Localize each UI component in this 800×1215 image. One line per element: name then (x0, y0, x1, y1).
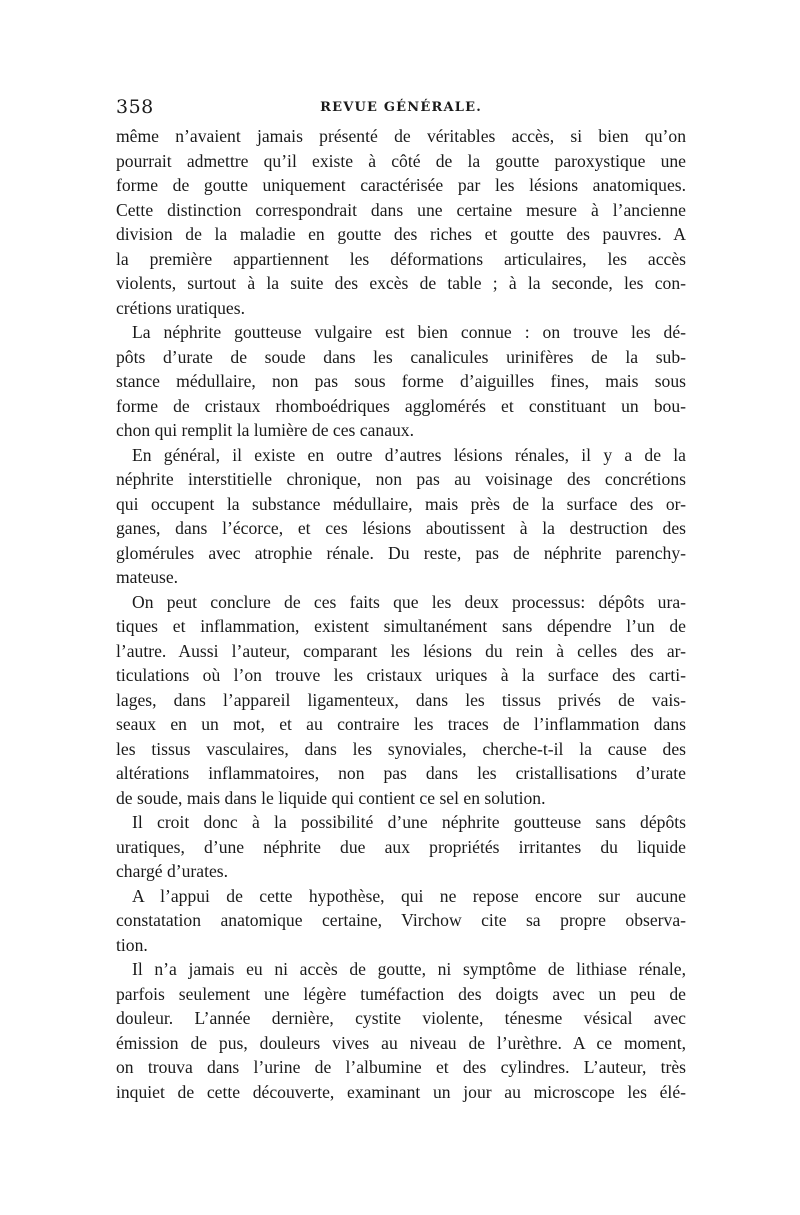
text-line: seaux en un mot, et au contraire les traces de l’inflammation dans (116, 714, 686, 734)
text-line: l’autre. Aussi l’auteur, comparant les lésions du rein à celles des ar- (116, 640, 686, 661)
text-line: La néphrite goutteuse vulgaire est bien connue : on trouve les dé- (132, 322, 686, 342)
text-line: néphrite interstitielle chronique, non pas au voisinage des concrétions (116, 469, 686, 489)
text-line: tion. (116, 934, 148, 955)
text-line: les tissus vasculaires, dans les synoviales, cherche-t-il la cause des (116, 738, 686, 759)
page-number: 358 (116, 96, 154, 118)
text-line: ticulations où l’on trouve les cristaux uriques à la surface des carti- (116, 665, 686, 685)
text-line: division de la maladie en goutte des riches et goutte des pauvres. A (116, 224, 686, 244)
text-line: forme de goutte uniquement caractérisée par les lésions anatomiques. (116, 175, 686, 195)
text-line: crétions uratiques. (116, 297, 245, 318)
text-line: Il n’a jamais eu ni accès de goutte, ni symptôme de lithiase rénale, (132, 959, 686, 979)
text-line: mateuse. (116, 567, 179, 587)
text-line: on trouva dans l’urine de l’albumine et des cylindres. L’auteur, très (116, 1057, 686, 1077)
text-line: On peut conclure de ces faits que les deux processus: dépôts ura- (132, 591, 686, 612)
text-line: constatation anatomique certaine, Virchow cite sa propre observa- (116, 910, 686, 930)
text-line: la première appartiennent les déformations articulaires, les accès (116, 248, 686, 269)
running-head: REVUE GÉNÉRALE. (320, 100, 482, 115)
text-line: émission de pus, douleurs vives au niveau de l’urèthre. A ce moment, (116, 1032, 686, 1053)
text-line: qui occupent la substance médullaire, mais près de la surface des or- (116, 493, 686, 514)
text-line: Cette distinction correspondrait dans une certaine mesure à l’ancienne (116, 199, 686, 220)
text-line: parfois seulement une légère tuméfaction des doigts avec un peu de (116, 983, 686, 1004)
text-line: inquiet de cette découverte, examinant un jour au microscope les élé- (116, 1081, 686, 1102)
text-line: forme de cristaux rhomboédriques agglomérés et constituant un bou- (116, 395, 686, 416)
text-line: de soude, mais dans le liquide qui contient ce sel en solution. (116, 787, 546, 808)
text-line: stance médullaire, non pas sous forme d’aiguilles fines, mais sous (116, 371, 686, 391)
text-line: même n’avaient jamais présenté de véritables accès, si bien qu’on (116, 126, 686, 146)
text-line: ganes, dans l’écorce, et ces lésions aboutissent à la destruction des (116, 518, 686, 538)
text-line: lages, dans l’appareil ligamenteux, dans les tissus privés de vais- (116, 689, 686, 710)
text-line: uratiques, d’une néphrite due aux propriétés irritantes du liquide (116, 836, 686, 857)
text-line: tiques et inflammation, existent simultanément sans dépendre l’un de (116, 616, 686, 636)
text-line: altérations inflammatoires, non pas dans les cristallisations d’urate (116, 763, 686, 783)
text-line: douleur. L’année dernière, cystite violente, ténesme vésical avec (116, 1008, 686, 1028)
text-line: Il croit donc à la possibilité d’une néphrite goutteuse sans dépôts (132, 812, 686, 832)
text-line: glomérules avec atrophie rénale. Du reste, pas de néphrite parenchy- (116, 542, 686, 563)
text-line: chon qui remplit la lumière de ces canaux. (116, 420, 415, 440)
text-line: pourrait admettre qu’il existe à côté de la goutte paroxystique une (116, 150, 686, 171)
body-text (116, 124, 686, 1104)
page-header (116, 96, 686, 124)
text-line: En général, il existe en outre d’autres lésions rénales, il y a de la (132, 444, 686, 465)
text-line: pôts d’urate de soude dans les canalicules urinifères de la sub- (116, 346, 686, 367)
text-line: A l’appui de cette hypothèse, qui ne repose encore sur aucune (132, 885, 686, 906)
text-line: chargé d’urates. (116, 861, 229, 881)
document-page (116, 96, 686, 1104)
text-line: violents, surtout à la suite des excès de table ; à la seconde, les con- (116, 273, 686, 293)
